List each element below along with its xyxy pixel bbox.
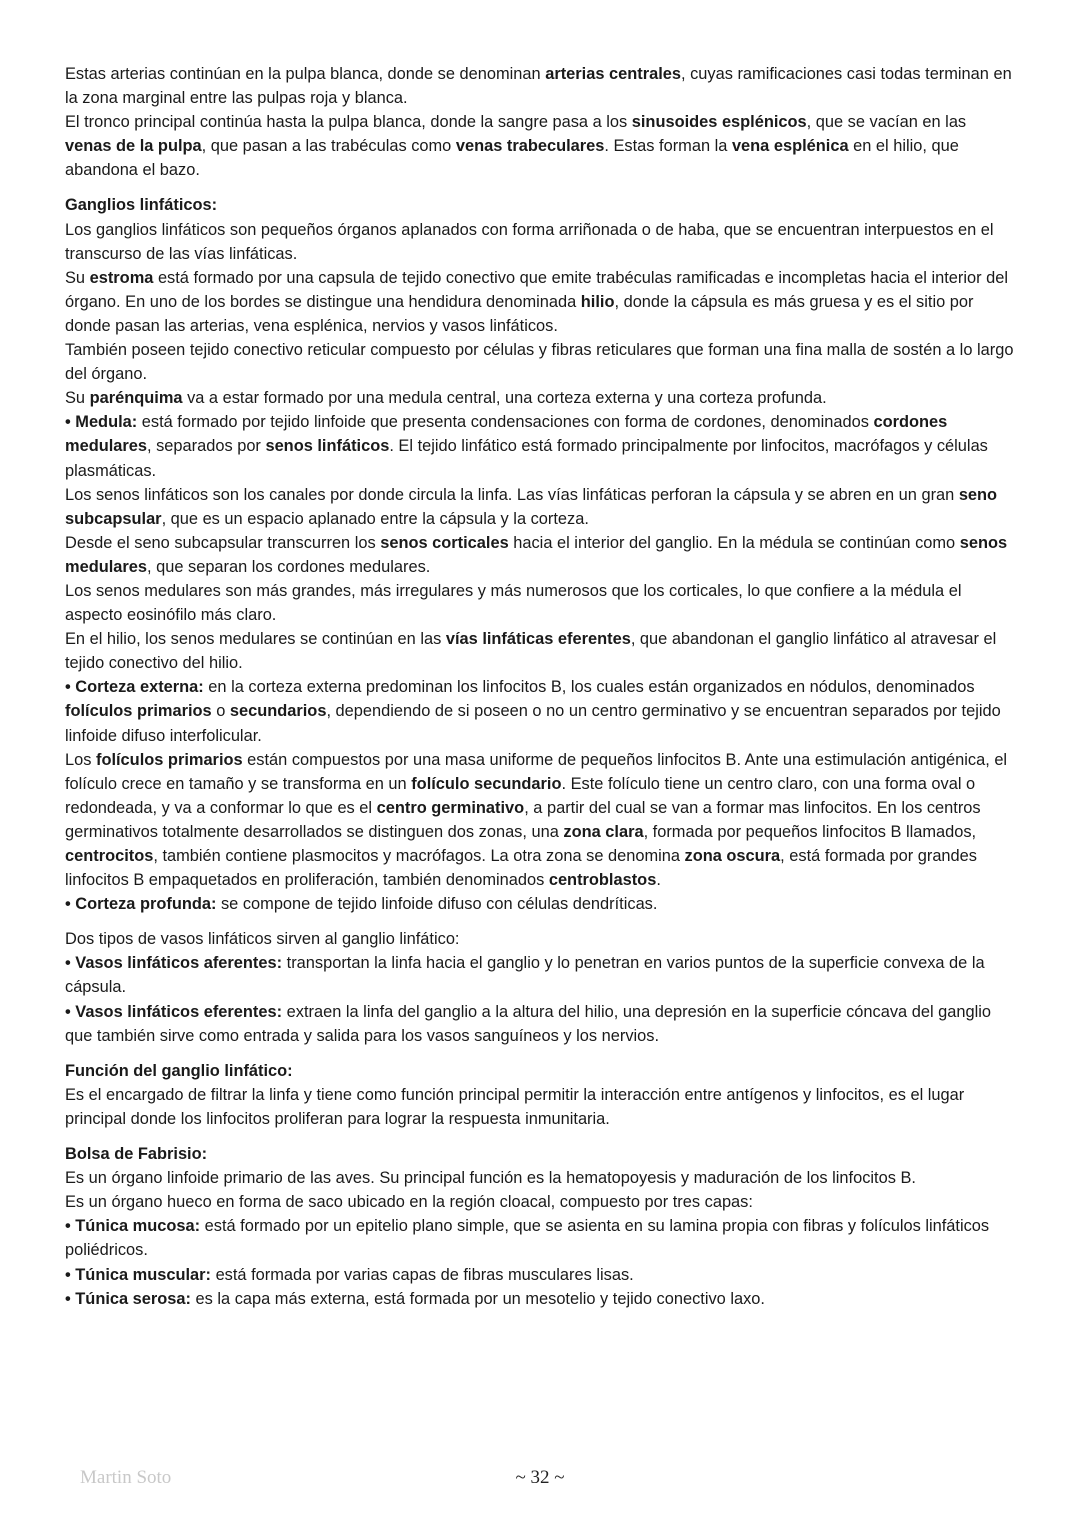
- paragraph: [65, 531, 1017, 579]
- text-run: Los ganglios linfáticos son pequeños órganos aplanados con forma arriñonada o de haba, que se encuentran interpuestos en el transcurso de las vías linfáticas.: [65, 220, 994, 263]
- bold-text: centro germinativo: [376, 798, 525, 817]
- bold-text: secundarios: [229, 702, 327, 721]
- text-run: , que es un espacio aplanado entre la cápsula y la corteza.: [161, 509, 589, 528]
- bold-text: zona clara: [563, 822, 644, 841]
- text-run: es la capa más externa, está formada por un mesotelio y tejido conectivo laxo.: [190, 1289, 765, 1308]
- text-run: , que abandonan el ganglio linfático al atravesar el tejido conectivo del hilio.: [65, 630, 997, 673]
- bold-text: estroma: [89, 268, 154, 287]
- bold-text: vena esplénica: [731, 137, 849, 156]
- text-run: va a estar formado por una medula central, una corteza externa y una corteza profunda.: [182, 389, 827, 408]
- paragraph: [65, 1000, 1017, 1048]
- paragraph: [65, 1287, 1017, 1311]
- text-run: Desde el seno subcapsular transcurren los: [65, 533, 381, 552]
- paragraph: [65, 675, 1017, 747]
- bold-text: arterias centrales: [545, 65, 681, 83]
- paragraph: [65, 627, 1017, 675]
- text-run: , cuyas ramificaciones casi todas terminan en la zona marginal entre las pulpas roja y blanca.: [65, 65, 1012, 108]
- section-heading: [65, 1142, 1017, 1166]
- bold-text: sinusoides esplénicos: [631, 113, 807, 132]
- text-run: Los senos medulares son más grandes, más irregulares y más numerosos que los corticales, lo que confiere a la médula el aspecto eosinófilo más claro.: [65, 581, 962, 625]
- text-run: , a partir del cual se van a formar mas linfocitos. En los centros germinativos totalmente desarrollados se distinguen dos zonas, una: [65, 798, 981, 841]
- footer-author: Martin Soto: [80, 1467, 172, 1488]
- bold-text: folículos primarios: [95, 750, 243, 769]
- paragraph-spacer: [65, 1131, 1017, 1142]
- text-run: Dos tipos de vasos linfáticos sirven al ganglio linfático:: [65, 930, 460, 949]
- text-run: , dependiendo de si poseen o no un centro germinativo y se encuentran separados por tejido linfoide difuso interfolicular.: [65, 702, 1001, 745]
- text-run: , separados por: [147, 437, 266, 456]
- paragraph: [65, 483, 1017, 531]
- bold-text: • Vasos linfáticos aferentes:: [65, 954, 283, 973]
- document-body: [65, 62, 1017, 1311]
- bold-text: zona oscura: [684, 847, 781, 865]
- text-run: El tronco principal continúa hasta la pulpa blanca, donde la sangre pasa a los: [65, 113, 632, 132]
- bold-text: vías linfáticas eferentes: [445, 630, 631, 649]
- bold-text: • Corteza profunda:: [65, 895, 217, 914]
- paragraph: [65, 410, 1017, 482]
- paragraph: [65, 951, 1017, 999]
- text-run: extraen la linfa del ganglio a la altura del hilio, una depresión en la superficie cóncava del ganglio que también sirve como entrada y salida para los vasos sanguíneos y los nervios.: [65, 1002, 992, 1045]
- text-run: , está formada por grandes linfocitos B empaquetados en proliferación, también denominados: [65, 847, 977, 890]
- bold-text: • Vasos linfáticos eferentes:: [65, 1002, 283, 1021]
- paragraph: [65, 338, 1017, 386]
- bold-text: Función del ganglio linfático:: [65, 1061, 293, 1080]
- text-run: Estas arterias continúan en la pulpa blanca, donde se denominan: [65, 65, 546, 83]
- bold-text: centroblastos: [548, 871, 657, 890]
- paragraph-spacer: [65, 916, 1017, 927]
- bold-text: senos corticales: [380, 533, 509, 552]
- bold-text: senos medulares: [65, 533, 1008, 576]
- bold-text: • Túnica serosa:: [65, 1289, 191, 1308]
- bold-text: venas de la pulpa: [65, 137, 202, 156]
- text-run: También poseen tejido conectivo reticular compuesto por células y fibras reticulares que forman una fina malla de sostén a lo largo del órgano.: [65, 341, 1014, 384]
- page-number: ~ 32 ~: [515, 1467, 565, 1488]
- text-run: Su: [65, 389, 90, 408]
- paragraph: [65, 1166, 1017, 1190]
- text-run: se compone de tejido linfoide difuso con células dendríticas.: [216, 895, 658, 914]
- text-run: , que separan los cordones medulares.: [147, 557, 431, 576]
- text-run: Los senos linfáticos son los canales por donde circula la linfa. Las vías linfáticas perforan la cápsula y se abren en un gran: [65, 485, 959, 504]
- text-run: . El tejido linfático está formado principalmente por linfocitos, macrófagos y células plasmáticas.: [65, 437, 988, 480]
- text-run: . Estas forman la: [604, 137, 732, 156]
- bold-text: centrocitos: [65, 847, 154, 865]
- text-run: , también contiene plasmocitos y macrófagos. La otra zona se denomina: [153, 847, 685, 865]
- paragraph: [65, 1083, 1017, 1131]
- bold-text: cordones medulares: [65, 413, 948, 456]
- text-run: en la corteza externa predominan los linfocitos B, los cuales están organizados en nódulos, denominados: [203, 678, 975, 697]
- paragraph: [65, 1263, 1017, 1287]
- bold-text: • Corteza externa:: [65, 678, 204, 697]
- text-run: transportan la linfa hacia el ganglio y lo penetran en varios puntos de la superficie convexa de la cápsula.: [65, 954, 985, 997]
- paragraph-spacer: [65, 1048, 1017, 1059]
- bold-text: folículos primarios: [65, 702, 212, 721]
- text-run: están compuestos por una masa uniforme de pequeños linfocitos B. Ante una estimulación antigénica, el folículo crece en tamaño y se transforma en un: [65, 750, 1008, 793]
- bold-text: hilio: [580, 292, 615, 311]
- bold-text: venas trabeculares: [455, 137, 605, 156]
- bold-text: Ganglios linfáticos:: [65, 196, 218, 215]
- paragraph-spacer: [65, 182, 1017, 193]
- text-run: . Este folículo tiene un centro claro, con una forma oval o redondeada, y va a conformar lo que es el: [65, 774, 976, 817]
- text-run: o: [211, 702, 230, 721]
- bold-text: senos linfáticos: [265, 437, 390, 456]
- section-heading: [65, 193, 1017, 217]
- text-run: , que se vacían en las: [806, 113, 967, 132]
- text-run: está formado por un epitelio plano simple, que se asienta en su lamina propia con fibras y folículos linfáticos poliédricos.: [65, 1217, 990, 1260]
- bold-text: • Túnica mucosa:: [65, 1217, 201, 1236]
- text-run: Es el encargado de filtrar la linfa y tiene como función principal permitir la interacción entre antígenos y linfocitos, es el lugar principal donde los linfocitos proliferan para lograr la respuesta inmunitaria.: [65, 1085, 965, 1128]
- text-run: hacia el interior del ganglio. En la médula se continúan como: [508, 533, 960, 552]
- paragraph: [65, 1190, 1017, 1214]
- text-run: , que pasan a las trabéculas como: [201, 137, 456, 156]
- text-run: está formada por varias capas de fibras musculares lisas.: [211, 1265, 634, 1284]
- paragraph: [65, 62, 1017, 110]
- section-heading: [65, 1059, 1017, 1083]
- text-run: Los: [65, 750, 96, 769]
- text-run: En el hilio, los senos medulares se continúan en las: [65, 630, 446, 649]
- bold-text: seno subcapsular: [65, 485, 998, 528]
- text-run: está formado por tejido linfoide que presenta condensaciones con forma de cordones, denominados: [137, 413, 874, 432]
- paragraph: [65, 110, 1017, 182]
- paragraph: [65, 1214, 1017, 1262]
- text-run: , donde la cápsula es más gruesa y es el sitio por donde pasan las arterias, vena esplénica, nervios y vasos linfáticos.: [65, 292, 974, 335]
- text-run: .: [656, 871, 661, 890]
- text-run: está formado por una capsula de tejido conectivo que emite trabéculas ramificadas e incompletas hacia el interior del órgano. En uno de los bordes se distingue una hendidura denominada: [65, 268, 1009, 311]
- bold-text: • Medula:: [65, 413, 138, 432]
- paragraph: [65, 892, 1017, 916]
- paragraph: [65, 386, 1017, 410]
- text-run: Es un órgano linfoide primario de las aves. Su principal función es la hematopoyesis y maduración de los linfocitos B.: [65, 1169, 916, 1188]
- text-run: Es un órgano hueco en forma de saco ubicado en la región cloacal, compuesto por tres capas:: [65, 1193, 753, 1212]
- paragraph: [65, 748, 1017, 893]
- bold-text: parénquima: [89, 389, 183, 408]
- bold-text: Bolsa de Fabrisio:: [65, 1145, 208, 1164]
- paragraph: [65, 579, 1017, 627]
- text-run: , formada por pequeños linfocitos B llamados,: [643, 822, 977, 841]
- text-run: Su: [65, 268, 90, 287]
- paragraph: [65, 927, 1017, 951]
- paragraph: [65, 218, 1017, 266]
- text-run: en el hilio, que abandona el bazo.: [65, 137, 959, 180]
- bold-text: • Túnica muscular:: [65, 1265, 212, 1284]
- paragraph: [65, 266, 1017, 338]
- bold-text: folículo secundario: [411, 774, 562, 793]
